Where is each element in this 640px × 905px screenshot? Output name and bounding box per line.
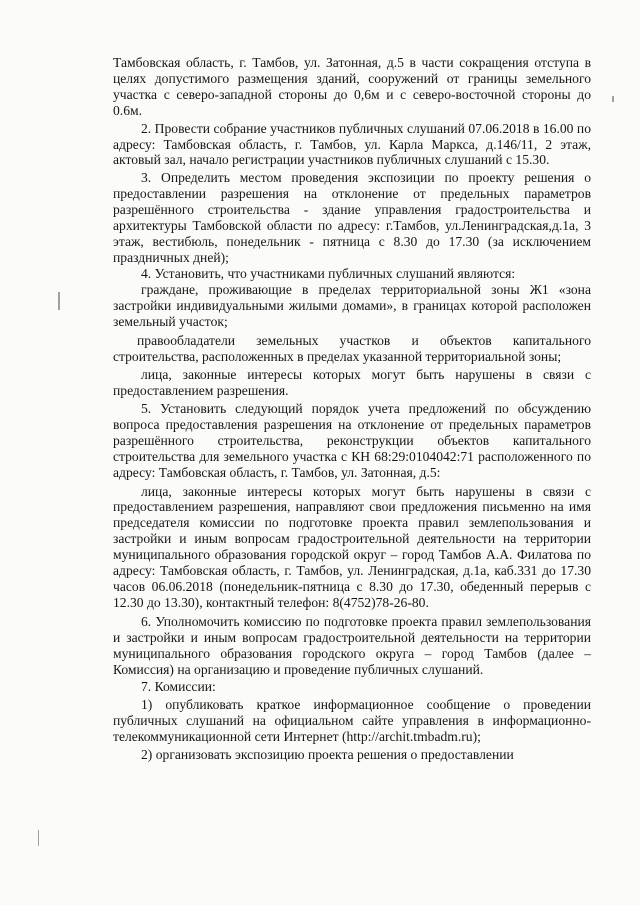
paragraph-7: лица, законные интересы которых могут быть нарушены в связи с предоставлением разрешения. [113, 367, 591, 399]
scan-speck-right [612, 96, 614, 102]
paragraph-10: 6. Уполномочить комиссию по подготовке проекта правил землепользования и застройки и иным вопросам градостроительной деятельности на территории муниципального образования городского округа – город Тамбов (далее – Комиссия) на организацию и проведение публичных слушаний. [113, 613, 591, 677]
scan-speck-left-1 [58, 292, 60, 310]
paragraph-4: 4. Установить, что участниками публичных слушаний являются: [141, 265, 516, 281]
paragraph-3: 3. Определить местом проведения экспозиции по проекту решения о предоставлении разрешения на отклонение от предельных параметров разрешённого строительства - здание управления градостроительства и архитектуры Тамбовской области по адресу: г.Тамбов, ул.Ленинградская,д.1а, 3 этаж, вестибюль, понедельник - пятница с 8.30 до 17.30 (за исключением праздничных дней); [113, 170, 591, 265]
paragraph-1: Тамбовская область, г. Тамбов, ул. Затонная, д.5 в части сокращения отступа в целях допустимого размещения зданий, сооружений от границы земельного участка с северо-западной стороны до 0,6м и с северо-восточной стороны до 0.6м. [113, 55, 591, 118]
paragraph-6: правообладатели земельных участков и объектов капитального строительства, расположенных в пределах указанной территориальной зоны; [113, 333, 591, 365]
paragraph-11: 7. Комиссии: [141, 679, 216, 695]
paragraph-2: 2. Провести собрание участников публичных слушаний 07.06.2018 в 16.00 по адресу: Тамбовская область, г. Тамбов, ул. Карла Маркса, д.146/11, 2 этаж, актовый зал, начало регистрации участников публичных слушаний с 15.30. [113, 120, 591, 168]
paragraph-5: граждане, проживающие в пределах территориальной зоны Ж1 «зона застройки индивидуальными жилыми домами», в границах которой расположен земельный участок; [113, 281, 591, 329]
paragraph-13: 2) организовать экспозицию проекта решения о предоставлении [141, 747, 514, 763]
paragraph-8: 5. Установить следующий порядок учета предложений по обсуждению вопроса предоставления разрешения на отклонение от предельных параметров разрешённого строительства, реконструкции объектов капитального строительства для земельного участка с КН 68:29:0104042:71 расположенного по адресу: Тамбовская область, г. Тамбов, ул. Затонная, д.5: [113, 401, 591, 480]
paragraph-12: 1) опубликовать краткое информационное сообщение о проведении публичных слушаний на официальном сайте управления в информационно-телекоммуникационной сети Интернет (http://archit.tmbadm.ru); [113, 697, 591, 745]
document-body [113, 55, 591, 763]
scan-speck-left-2 [38, 830, 39, 846]
paragraph-9: лица, законные интересы которых могут быть нарушены в связи с предоставлением разрешения, направляют свои предложения письменно на имя председателя комиссии по подготовке проекта правил землепользования и застройки и иным вопросам градостроительной деятельности на территории муниципального образования городской округ – город Тамбов А.А. Филатова по адресу: Тамбовская область, г. Тамбов, ул. Ленинградская, д.1а, каб.331 до 17.30 часов 06.06.2018 (понедельник-пятница с 8.30 до 17.30, обеденный перерыв с 12.30 до 13.30), контактный телефон: 8(4752)78-26-80. [113, 483, 591, 610]
